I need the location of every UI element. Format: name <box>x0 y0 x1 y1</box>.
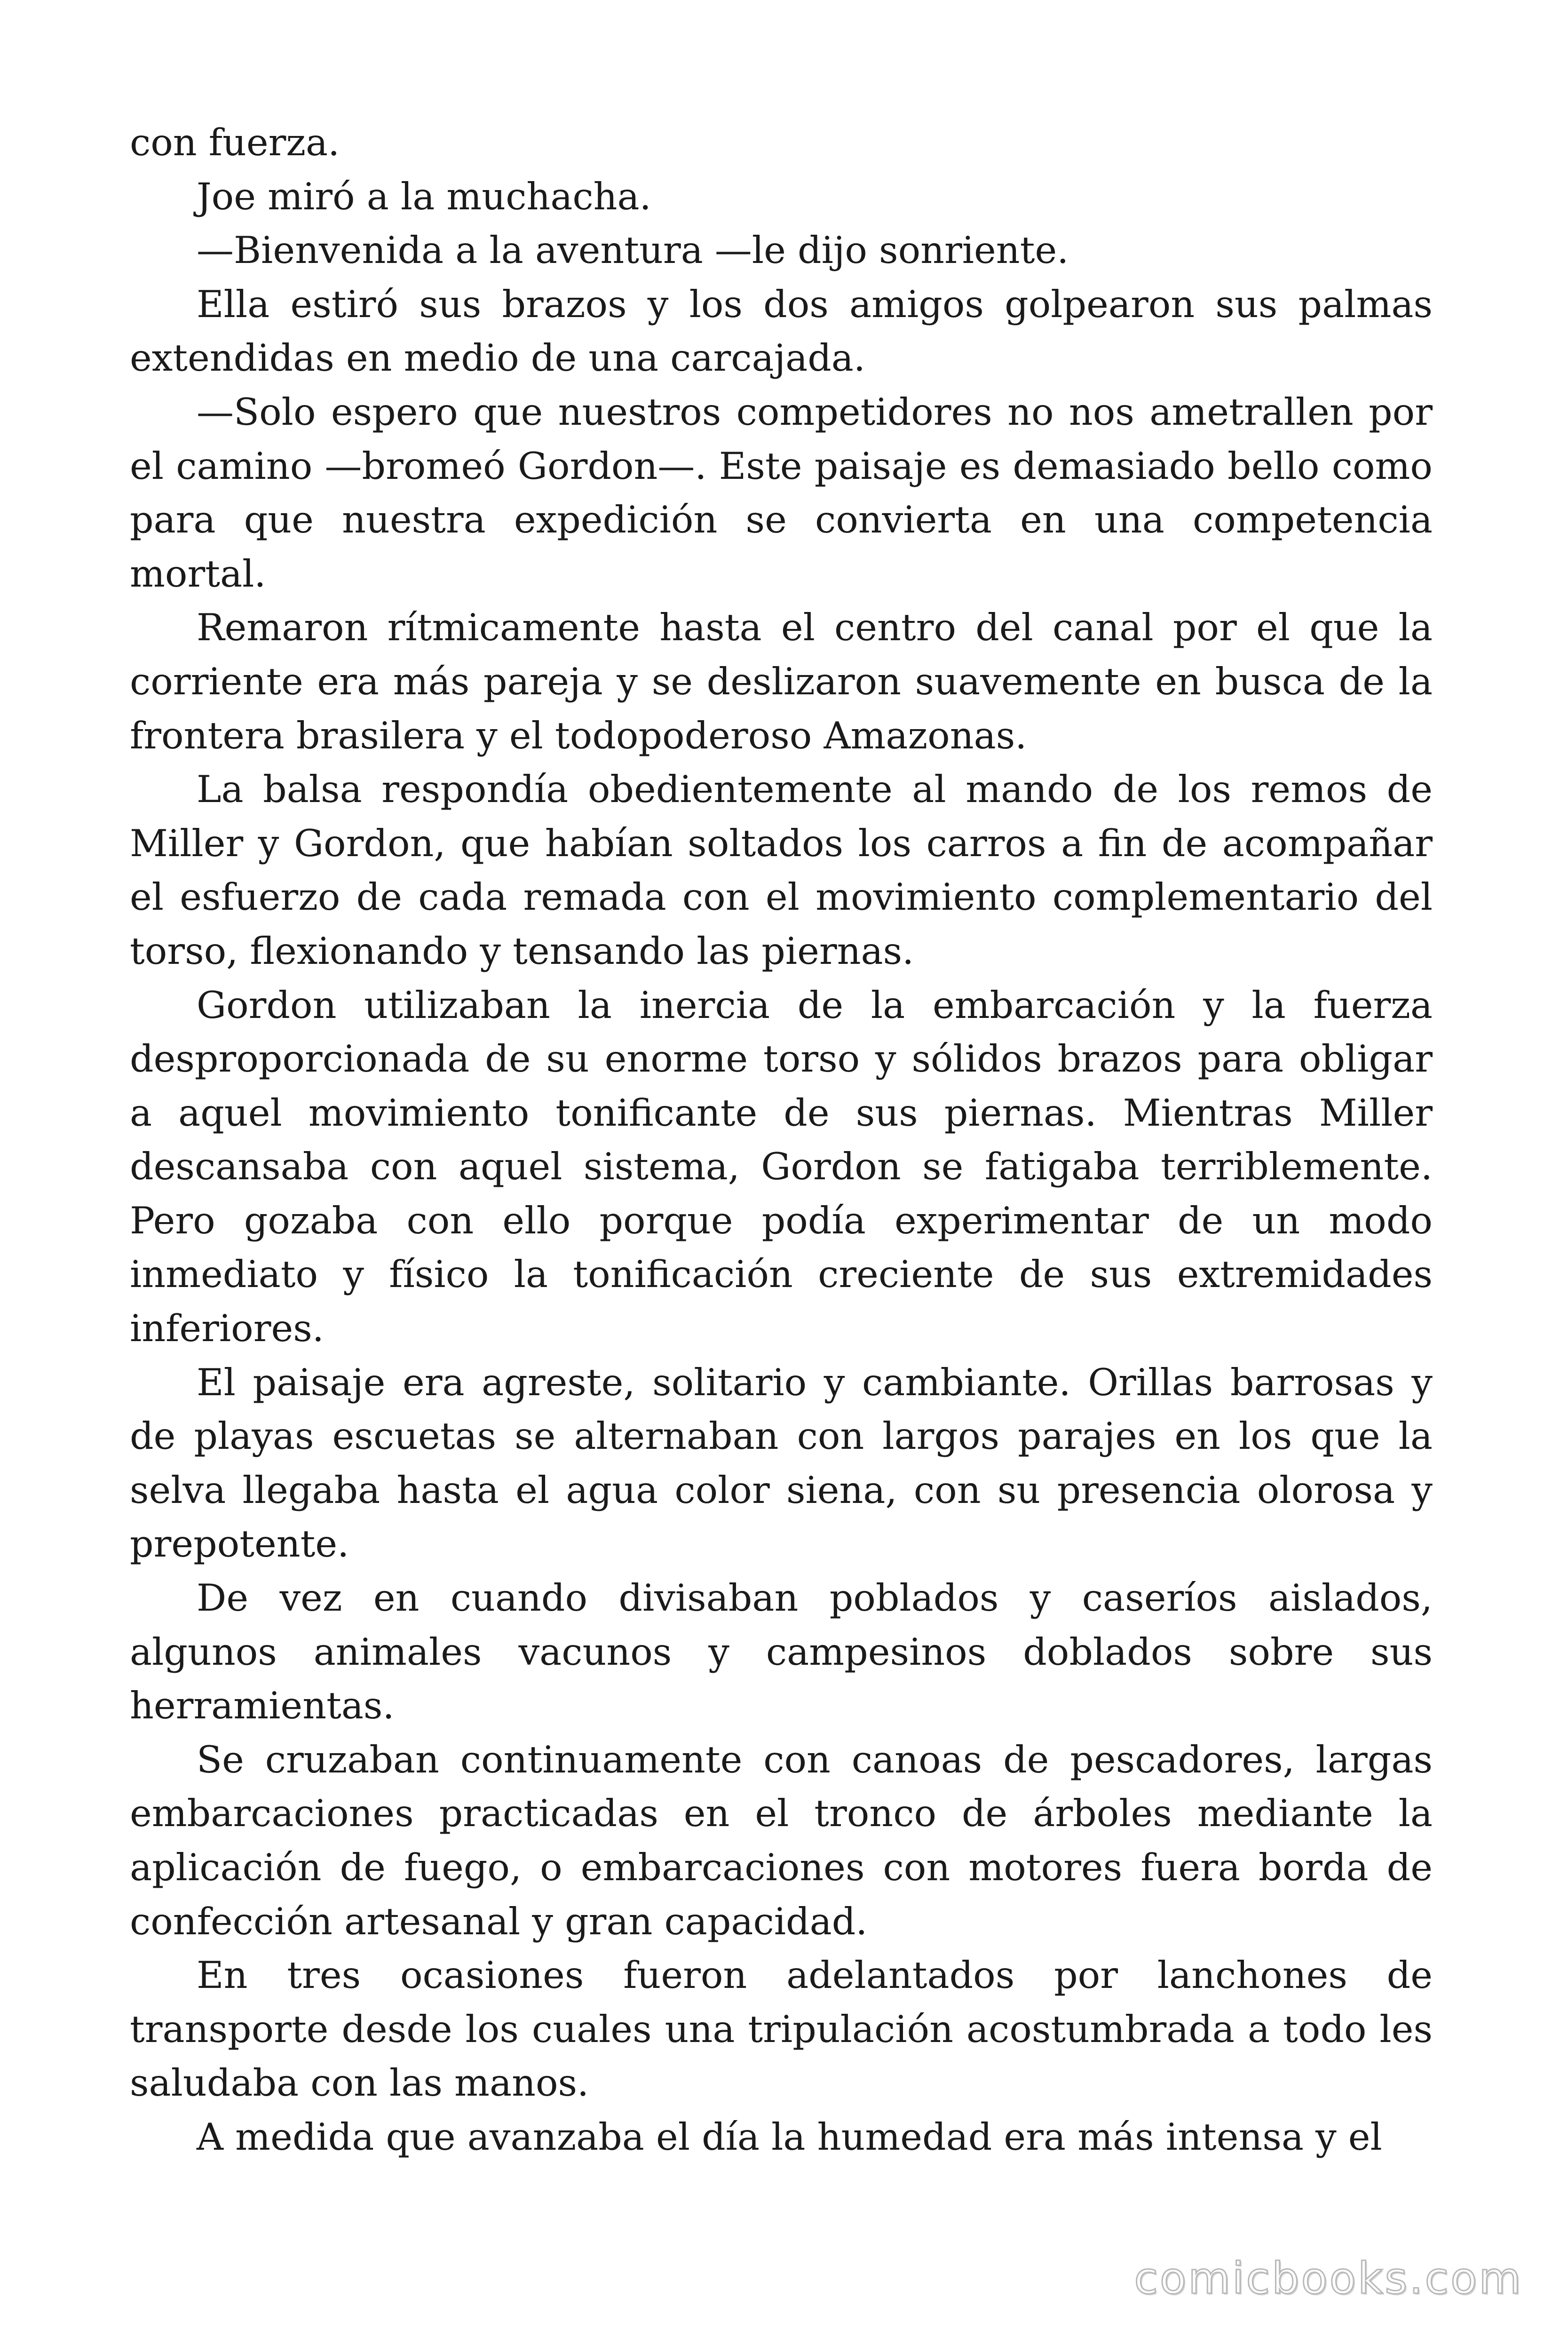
body-text <box>130 116 1433 2164</box>
paragraph: Se cruzaban continuamente con canoas de pescadores, largas embarcaciones practicadas en el tronco de árboles mediante la aplicación de fuego, o embarcaciones con motores fuera borda de confección artesanal y gran capacidad. <box>130 1738 1433 1943</box>
paragraph: Ella estiró sus brazos y los dos amigos golpearon sus palmas extendidas en medio de una carcajada. <box>130 282 1433 380</box>
paragraph: —Solo espero que nuestros competidores no nos ametrallen por el camino —bromeó Gordon—. Este paisaje es demasiado bello como para que nuestra expedición se convierta en una competencia mortal. <box>130 390 1433 596</box>
paragraph: con fuerza. <box>130 121 340 164</box>
paragraph: Gordon utilizaban la inercia de la embarcación y la fuerza desproporcionada de su enorme torso y sólidos brazos para obligar a aquel movimiento tonificante de sus piernas. Mientras Miller descansaba con aquel sistema, Gordon se fatigaba terriblemente. Pero gozaba con ello porque podía experimentar de un modo inmediato y físico la tonificación creciente de sus extremidades inferiores. <box>130 983 1433 1351</box>
paragraph: A medida que avanzaba el día la humedad era más intensa y el <box>197 2115 1382 2159</box>
paragraph: —Bienvenida a la aventura —le dijo sonriente. <box>197 229 1069 272</box>
paragraph: Remaron rítmicamente hasta el centro del canal por el que la corriente era más pareja y se deslizaron suavemente en busca de la frontera brasilera y el todopoderoso Amazonas. <box>130 606 1433 757</box>
paragraph: El paisaje era agreste, solitario y cambiante. Orillas barrosas y de playas escuetas se alternaban con largos parajes en los que la selva llegaba hasta el agua color siena, con su presencia olorosa y prepotente. <box>130 1360 1433 1566</box>
paragraph: La balsa respondía obedientemente al mando de los remos de Miller y Gordon, que habían soltados los carros a fin de acompañar el esfuerzo de cada remada con el movimiento complementario del torso, flexionando y tensando las piernas. <box>130 768 1433 973</box>
paragraph: Joe miró a la muchacha. <box>197 175 651 218</box>
paragraph: De vez en cuando divisaban poblados y caseríos aislados, algunos animales vacunos y campesinos doblados sobre sus herramientas. <box>130 1576 1433 1728</box>
watermark: comicbooks.com <box>1134 2253 1523 2304</box>
paragraph: En tres ocasiones fueron adelantados por lanchones de transporte desde los cuales una tripulación acostumbrada a todo les saludaba con las manos. <box>130 1954 1433 2105</box>
